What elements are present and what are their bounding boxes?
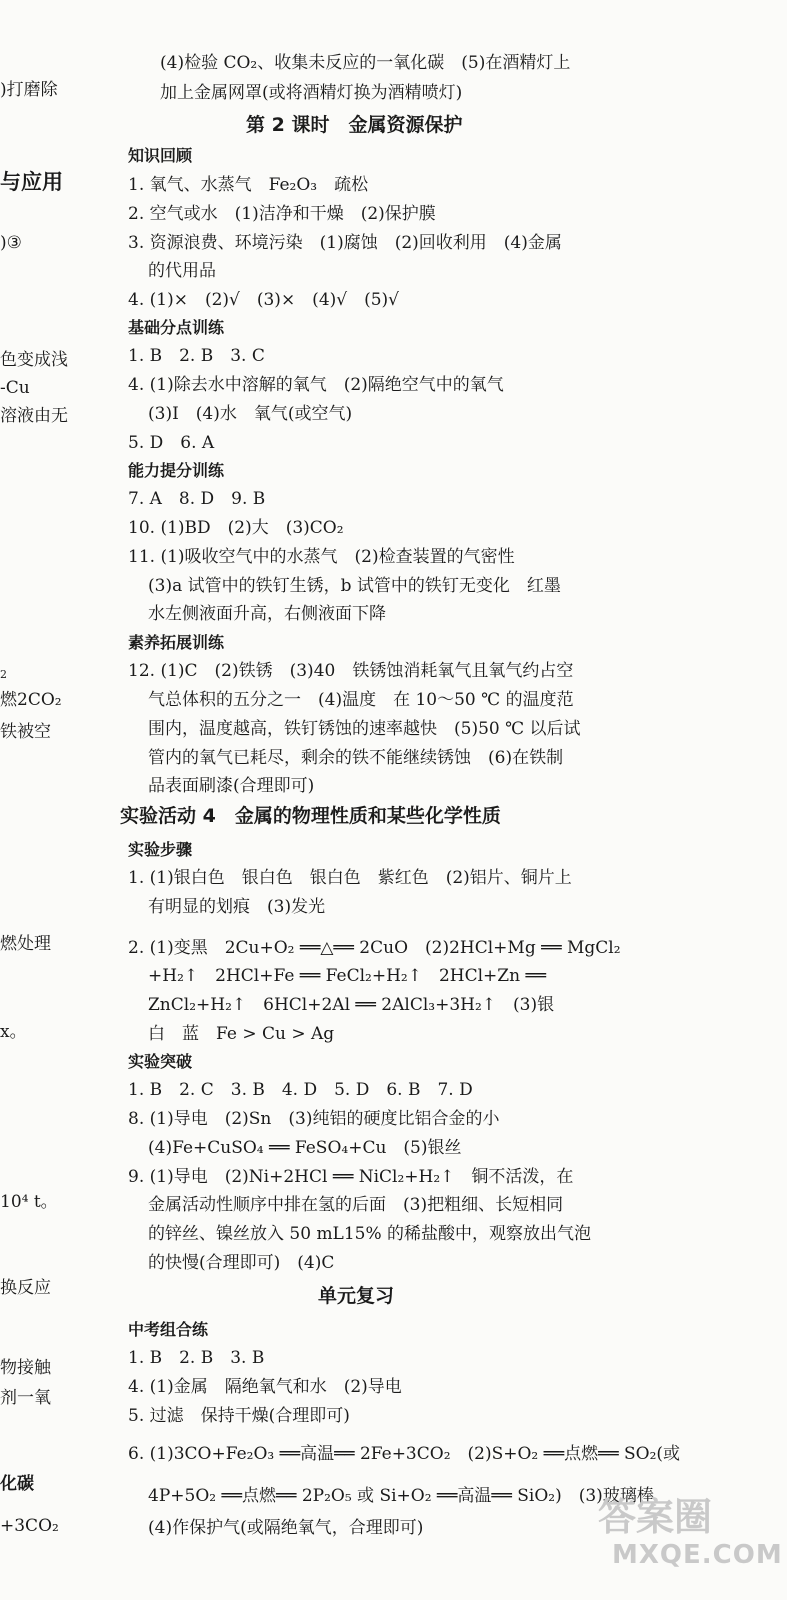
left-edge-text: )③ — [0, 233, 22, 253]
answer-line: 11. (1)吸收空气中的水蒸气 (2)检查装置的气密性 — [128, 547, 515, 567]
answer-line: 5. D 6. A — [128, 433, 215, 453]
answer-line: 12. (1)C (2)铁锈 (3)40 铁锈蚀消耗氧气且氧气约占空 — [128, 661, 574, 681]
answer-line: 2. 空气或水 (1)洁净和干燥 (2)保护膜 — [128, 204, 436, 224]
answer-line: 1. (1)银白色 银白色 银白色 紫红色 (2)铝片、铜片上 — [128, 868, 572, 888]
answer-line: 3. 资源浪费、环境污染 (1)腐蚀 (2)回收利用 (4)金属 — [128, 233, 562, 253]
activity-title: 实验活动 4 金属的物理性质和某些化学性质 — [120, 805, 501, 827]
section-heading: 中考组合练 — [128, 1320, 209, 1339]
answer-line: 的快慢(合理即可) (4)C — [148, 1253, 335, 1273]
answer-line: 5. 过滤 保持干燥(合理即可) — [128, 1406, 350, 1426]
section-heading: 实验步骤 — [128, 840, 193, 859]
answer-line: 品表面刷漆(合理即可) — [148, 776, 315, 796]
answer-line: 4P+5O₂ ══点燃══ 2P₂O₅ 或 Si+O₂ ══高温══ SiO₂) (3)玻璃棒 — [148, 1486, 654, 1506]
left-edge-text: +3CO₂ — [0, 1516, 59, 1536]
answer-line: 围内，温度越高，铁钉锈蚀的速率越快 (5)50 ℃ 以后试 — [148, 719, 581, 739]
section-heading: 基础分点训练 — [128, 318, 225, 337]
left-edge-text: 燃2CO₂ — [0, 690, 62, 710]
left-edge-text: -Cu — [0, 378, 30, 398]
answer-line: 2. (1)变黑 2Cu+O₂ ══△══ 2CuO (2)2HCl+Mg ══ MgCl₂ — [128, 938, 621, 958]
answer-line: 1. B 2. B 3. C — [128, 346, 265, 366]
left-edge-text: 物接触 — [0, 1358, 51, 1378]
answer-line: 7. A 8. D 9. B — [128, 489, 266, 509]
answer-line: 的锌丝、镍丝放入 50 mL15% 的稀盐酸中，观察放出气泡 — [148, 1224, 592, 1244]
answer-line: (4)作保护气(或隔绝氧气，合理即可) — [148, 1518, 424, 1538]
unit-review-title: 单元复习 — [318, 1285, 395, 1307]
left-edge-text: 铁被空 — [0, 722, 51, 742]
left-edge-text: 2 — [0, 668, 7, 681]
answer-line: 4. (1)除去水中溶解的氧气 (2)隔绝空气中的氧气 — [128, 375, 504, 395]
answer-line: 气总体积的五分之一 (4)温度 在 10～50 ℃ 的温度范 — [148, 690, 574, 710]
section-heading: 素养拓展训练 — [128, 633, 225, 652]
answer-line: 1. 氧气、水蒸气 Fe₂O₃ 疏松 — [128, 175, 369, 195]
left-edge-text: 色变成浅 — [0, 350, 68, 370]
answer-line: (3)Ⅰ (4)水 氧气(或空气) — [148, 404, 353, 424]
answer-line: 白 蓝 Fe > Cu > Ag — [148, 1024, 335, 1044]
lesson-title: 第 2 课时 金属资源保护 — [246, 114, 463, 136]
left-edge-heading: 与应用 — [0, 170, 63, 194]
answer-line: 8. (1)导电 (2)Sn (3)纯铝的硬度比铝合金的小 — [128, 1109, 500, 1129]
answer-line: 管内的氧气已耗尽，剩余的铁不能继续锈蚀 (6)在铁制 — [148, 748, 564, 768]
answer-line: (4)检验 CO₂、收集未反应的一氧化碳 (5)在酒精灯上 — [160, 53, 571, 73]
answer-line: 金属活动性顺序中排在氢的后面 (3)把粗细、长短相同 — [148, 1195, 564, 1215]
left-edge-text: x。 — [0, 1022, 27, 1042]
answer-line: 有明显的划痕 (3)发光 — [148, 897, 326, 917]
section-heading: 实验突破 — [128, 1052, 193, 1071]
section-heading: 知识回顾 — [128, 146, 193, 165]
left-edge-text: 溶液由无 — [0, 406, 68, 426]
answer-line: 1. B 2. B 3. B — [128, 1348, 265, 1368]
answer-line: ZnCl₂+H₂↑ 6HCl+2Al ══ 2AlCl₃+3H₂↑ (3)银 — [148, 995, 555, 1015]
left-edge-text: 剂一氧 — [0, 1388, 51, 1408]
left-edge-text: 10⁴ t。 — [0, 1192, 58, 1212]
left-edge-text: 换反应 — [0, 1278, 51, 1298]
answer-line: 的代用品 — [148, 261, 216, 281]
answer-line: (3)a 试管中的铁钉生锈，b 试管中的铁钉无变化 红墨 — [148, 576, 561, 596]
answer-line: 4. (1)× (2)√ (3)× (4)√ (5)√ — [128, 290, 400, 310]
answer-line: 9. (1)导电 (2)Ni+2HCl ══ NiCl₂+H₂↑ 铜不活泼，在 — [128, 1167, 574, 1187]
left-edge-text: 燃处理 — [0, 934, 51, 954]
answer-line: 加上金属网罩(或将酒精灯换为酒精喷灯) — [160, 83, 463, 103]
answer-line: 水左侧液面升高，右侧液面下降 — [148, 604, 386, 624]
left-edge-text: 化碳 — [0, 1474, 34, 1494]
left-edge-text: )打磨除 — [0, 80, 58, 100]
watermark-url: MXQE.COM — [612, 1540, 783, 1570]
answer-line: 10. (1)BD (2)大 (3)CO₂ — [128, 518, 344, 538]
watermark-logo-text: 答案圈 — [598, 1495, 713, 1539]
answer-line: +H₂↑ 2HCl+Fe ══ FeCl₂+H₂↑ 2HCl+Zn ══ — [148, 966, 546, 986]
answer-line: 1. B 2. C 3. B 4. D 5. D 6. B 7. D — [128, 1080, 473, 1100]
answer-line: 4. (1)金属 隔绝氧气和水 (2)导电 — [128, 1377, 402, 1397]
answer-line: 6. (1)3CO+Fe₂O₃ ══高温══ 2Fe+3CO₂ (2)S+O₂ ══点燃══ SO₂(或 — [128, 1444, 681, 1464]
section-heading: 能力提分训练 — [128, 461, 225, 480]
answer-line: (4)Fe+CuSO₄ ══ FeSO₄+Cu (5)银丝 — [148, 1138, 462, 1158]
